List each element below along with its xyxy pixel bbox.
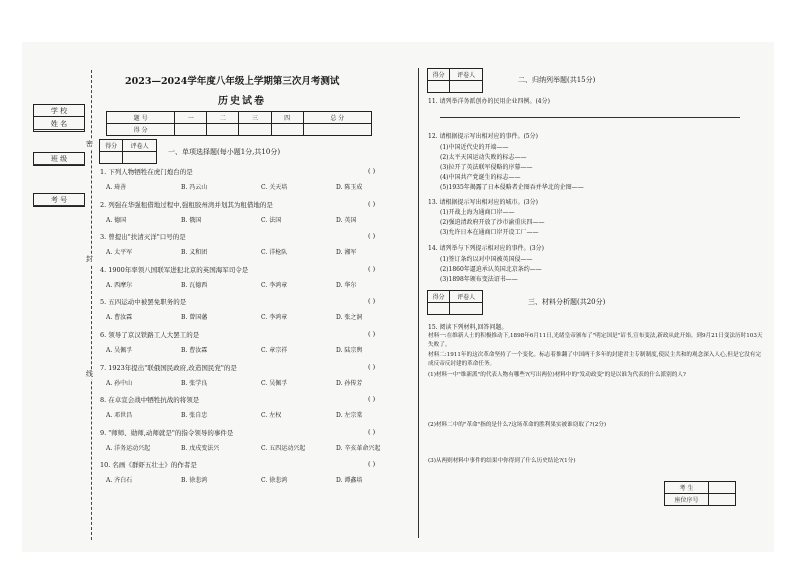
- answer-option[interactable]: A. 吴佩孚: [106, 347, 133, 354]
- answer-option[interactable]: A. 齐白石: [106, 477, 133, 485]
- question-stem: 8. 在卓宣会战中牺牲抗战的将领是: [100, 396, 200, 405]
- question-stem: 6. 领导了京汉铁路工人大罢工的是: [100, 331, 200, 339]
- answer-option[interactable]: D. 陈玉成: [336, 184, 363, 191]
- q14-item-2: (2)1860年逼迫承认英国北京条约——: [440, 266, 542, 273]
- answer-blank[interactable]: ( ): [368, 395, 376, 404]
- grader-box-3: [427, 290, 483, 315]
- q15-sub1: (1)材料一中"维新派"的代表人物有哪些?(写出两位)材料中的"发动政变"的是以谁为代表的什么派别的人?: [428, 372, 686, 378]
- section2-title: 二、归纳列举题(共15分): [518, 76, 596, 84]
- exam-subtitle: 历史试卷: [218, 96, 266, 107]
- binding-char-mi: 密: [86, 140, 93, 148]
- answer-option[interactable]: B. 冯云山: [181, 184, 208, 191]
- seat-label-1: 考 生: [665, 482, 709, 494]
- q15-stem: 15. 阅读下列材料,回答问题。: [428, 324, 508, 331]
- answer-option[interactable]: C. 徐悲鸿: [261, 477, 288, 485]
- answer-option[interactable]: C. 法国: [261, 216, 282, 224]
- answer-option[interactable]: A. 邓世昌: [106, 412, 133, 420]
- exam-title: 2023—2024学年度八年级上学期第三次月考测试: [125, 76, 340, 87]
- score-cell-3: 三: [239, 112, 271, 124]
- question-stem: 4. 1900年率领八国联军进犯北京的英国海军司令是: [100, 265, 249, 274]
- question-stem: 2. 列强在华强租借地过程中,强租胶州湾并划其为租借地的是: [100, 200, 273, 209]
- q12-stem: 12. 请根据提示写出相对应的事件。(5分): [428, 133, 538, 140]
- answer-option[interactable]: B. 徐悲鸿: [181, 477, 208, 485]
- page-divider: [418, 68, 419, 538]
- score-value-2[interactable]: [207, 124, 239, 136]
- grader-name-label: 评卷人: [123, 140, 157, 152]
- answer-blank[interactable]: ( ): [368, 199, 376, 208]
- answer-option[interactable]: B. 俄国: [181, 216, 202, 224]
- q15-sub3: (3)从两则材料中事件的结果中你得到了什么历史结论?(1分): [428, 458, 576, 464]
- question-stem: 5. 五四运动中被罢免职务的是: [100, 298, 187, 307]
- q12-item-5: (5)1935年揭露了日本侵略者企图吞并华北的企图——: [440, 184, 584, 191]
- answer-option[interactable]: A. 西摩尔: [106, 281, 133, 289]
- answer-blank[interactable]: ( ): [368, 330, 376, 338]
- material-1: 材料一:在维新人士的积极推动下,1898年6月11日,光绪皇帝颁布了"明定国是"诏书,宣布变法,新政从此开始。到9月21日变法历时103天失败了。: [428, 333, 763, 348]
- answer-option[interactable]: D. 孙传芳: [336, 379, 363, 387]
- material-2: 材料二:1911年的这次革命坚持了一个变化。标志着推翻了中国两千多年的封建君主专制制度,使民主共和的观念深入人心,但是它没有完成反帝反封建的革命任务。: [428, 352, 761, 367]
- answer-option[interactable]: B. 张自忠: [181, 412, 208, 420]
- q13-item-1: (1)开战上海为通商口岸——: [440, 209, 515, 216]
- grader-name-field[interactable]: [450, 81, 483, 93]
- answer-option[interactable]: C. 左权: [261, 412, 282, 420]
- number-underline: [33, 205, 85, 206]
- exam-number-label: 考 号: [33, 193, 85, 207]
- grader-name-label: 评卷人: [450, 291, 483, 303]
- grader-score-field[interactable]: [428, 303, 450, 315]
- answer-blank[interactable]: ( ): [368, 460, 376, 469]
- seat-number-box: [664, 481, 736, 506]
- binding-char-feng: 封: [86, 255, 93, 263]
- answer-blank[interactable]: ( ): [368, 167, 376, 175]
- answer-option[interactable]: D. 湘军: [336, 249, 357, 257]
- answer-option[interactable]: D. 辛亥革命兴起: [336, 444, 381, 452]
- q12-item-4: (4)中国共产党诞生的标志——: [440, 174, 521, 181]
- score-cell-4: 四: [271, 112, 303, 124]
- answer-option[interactable]: B. 义和团: [181, 249, 208, 257]
- grader-name-field[interactable]: [123, 152, 157, 164]
- q13-item-3: (3)允许日本在通商口岸开设工厂——: [440, 229, 539, 236]
- answer-option[interactable]: D. 左宗棠: [336, 412, 363, 420]
- answer-blank[interactable]: ( ): [368, 362, 376, 371]
- q13-stem: 13. 请根据提示写出相对应的城市。(3分): [428, 199, 538, 206]
- score-row-label: 得 分: [107, 124, 175, 136]
- grader-score-field[interactable]: [428, 81, 450, 93]
- name-label: 姓 名: [33, 116, 85, 132]
- q14-item-3: (3)1898年颁布变法诏书——: [440, 276, 518, 283]
- q15-sub2: (2)材料二中的"革命"指的是什么?这场革命的胜利果实被谁窃取了?(2分): [428, 422, 607, 428]
- seat-field-1[interactable]: [709, 482, 736, 494]
- answer-option[interactable]: A. 孙中山: [106, 379, 133, 387]
- q12-item-2: (2)太平天国运动失败的标志——: [440, 154, 527, 161]
- answer-option[interactable]: D. 谭鑫培: [336, 477, 363, 485]
- section1-title: 一、单项选择题(每小题1分,共10分): [168, 148, 281, 156]
- q13-item-2: (2)强迫清政府开放了沙市渝重庆四——: [440, 219, 545, 226]
- answer-option[interactable]: A. 曹汝霖: [106, 314, 133, 322]
- name-underline: [33, 129, 85, 130]
- score-value-4[interactable]: [271, 124, 303, 136]
- answer-option[interactable]: B. 曹汝霖: [181, 347, 208, 354]
- answer-option[interactable]: A. 琦善: [106, 184, 127, 191]
- question-stem: 7. 1923年提出"联俄国民政府,改造国民党"的是: [100, 363, 237, 372]
- answer-blank[interactable]: ( ): [368, 297, 376, 306]
- answer-option[interactable]: B. 瓦德西: [181, 281, 208, 289]
- class-label: 班 级: [33, 152, 85, 166]
- question-stem: 9. "师师、勋师,动师就是"的指令领导的事件是: [100, 428, 234, 437]
- answer-blank[interactable]: ( ): [368, 264, 376, 273]
- question-stem: 3. 曾提出"扶清灭洋"口号的是: [100, 233, 186, 242]
- answer-option[interactable]: C. 洋枪队: [261, 249, 288, 257]
- answer-option[interactable]: D. 英国: [336, 216, 357, 224]
- answer-option[interactable]: D. 陆宗舆: [336, 347, 363, 354]
- grader-box-2: [427, 68, 483, 93]
- q11-stem: 11. 请列举洋务派创办的民用企业四例。(4分): [428, 98, 550, 105]
- answer-option[interactable]: B. 张学良: [181, 379, 208, 387]
- score-cell-total: 总 分: [303, 112, 371, 124]
- answer-option[interactable]: C. 吴佩孚: [261, 379, 288, 387]
- seat-field-2[interactable]: [709, 494, 736, 506]
- score-value-3[interactable]: [239, 124, 271, 136]
- answer-option[interactable]: A. 洋务运动兴起: [106, 444, 151, 452]
- grader-box-1: [99, 139, 157, 164]
- answer-option[interactable]: C. 五四运动兴起: [261, 444, 306, 452]
- q11-answer-line[interactable]: [440, 117, 740, 118]
- answer-blank[interactable]: ( ): [368, 427, 376, 436]
- answer-option[interactable]: A. 太平军: [106, 249, 133, 257]
- answer-option[interactable]: B. 曾国藩: [181, 314, 208, 322]
- score-cell-1: 一: [175, 112, 207, 124]
- answer-blank[interactable]: ( ): [368, 232, 376, 241]
- answer-option[interactable]: A. 德国: [106, 216, 127, 224]
- answer-option[interactable]: C. 章宗祥: [261, 347, 288, 354]
- answer-option[interactable]: D. 华尔: [336, 281, 357, 289]
- grader-score-label: 得分: [100, 140, 123, 152]
- answer-option[interactable]: C. 关天培: [261, 184, 288, 191]
- binding-char-xian: 线: [86, 370, 93, 378]
- question-stem: 1. 下列人物牺牲在虎门炮台的是: [100, 168, 193, 176]
- answer-option[interactable]: B. 戊戌变法兴: [181, 444, 220, 452]
- grader-score-label: 得分: [428, 69, 450, 81]
- grader-score-field[interactable]: [100, 152, 123, 164]
- grader-score-label: 得分: [428, 291, 450, 303]
- section3-title: 三、材料分析题(共20分): [528, 298, 606, 306]
- score-value-1[interactable]: [175, 124, 207, 136]
- class-underline: [33, 164, 85, 165]
- seat-label-2: 座位序号: [665, 494, 709, 506]
- answer-option[interactable]: D. 张之洞: [336, 314, 363, 322]
- grader-name-field[interactable]: [450, 303, 483, 315]
- question-stem: 10. 名画《群虾五壮士》的作者是: [100, 461, 197, 470]
- score-cell-header: 题 号: [107, 112, 175, 124]
- grader-name-label: 评卷人: [450, 69, 483, 81]
- answer-option[interactable]: C. 李鸿章: [261, 281, 288, 289]
- q12-item-1: (1)中国近代史的开端——: [440, 144, 509, 151]
- q12-item-3: (3)拉开了英法联军侵略的序幕——: [440, 164, 533, 171]
- score-table: [106, 111, 372, 136]
- answer-option[interactable]: C. 李鸿章: [261, 314, 288, 322]
- school-label: 学 校: [33, 104, 85, 117]
- q14-item-1: (1)签订条约以对中国被英国侵——: [440, 256, 533, 263]
- score-value-total[interactable]: [303, 124, 371, 136]
- q14-stem: 14. 请列举与下列提示相对应的事件。(3分): [428, 245, 544, 252]
- score-cell-2: 二: [207, 112, 239, 124]
